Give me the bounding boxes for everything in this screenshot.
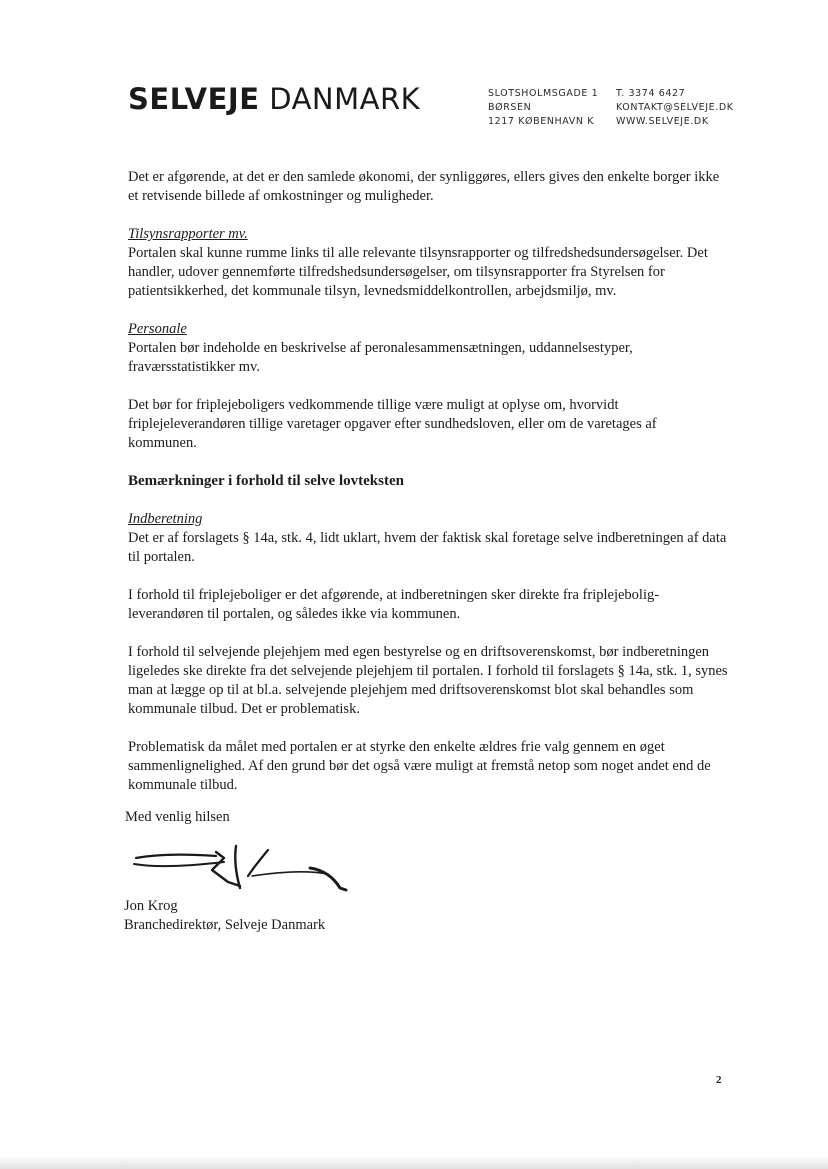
subheading-tilsyn: Tilsynsrapporter mv.	[128, 226, 248, 242]
paragraph-personale: Portalen bør indeholde en beskrivelse af peronalesammensætningen, uddannelsestyper, fraværsstatistikker mv.	[128, 340, 633, 375]
signer-name: Jon Krog	[124, 898, 178, 914]
paragraph-fripleje-indberetning: I forhold til friplejeboliger er det afgørende, at indberetningen sker direkte fra friplejebolig-leverandøren til portalen, og således ikke via kommunen.	[128, 587, 660, 622]
paragraph-problematisk: Problematisk da målet med portalen er at styrke den enkelte ældres frie valg gennem en øget sammenlignelighed. Af den grund bør det også være muligt at fremstå netop som noget andet end de kommunale tilbud.	[128, 739, 711, 793]
contact-web: WWW.SELVEJE.DK	[616, 116, 709, 127]
section-personale	[128, 320, 728, 377]
contact-block	[616, 87, 734, 129]
logo-light-text: DANMARK	[269, 82, 421, 116]
section-tilsyn	[128, 225, 728, 301]
paragraph-tilsyn: Portalen skal kunne rumme links til alle relevante tilsynsrapporter og tilfredshedsundersøgelser. Det handler, udover gennemførte tilfredshedsundersøgelser, om tilsynsrapporter fra Styrelsen for patientsikkerhed, det kommunale tilsyn, levnedsmiddelkontrollen, arbejdsmiljø, mv.	[128, 245, 708, 299]
section-heading-lovtekst: Bemærkninger i forhold til selve lovteksten	[128, 473, 404, 489]
address-line: 1217 KØBENHAVN K	[488, 116, 595, 127]
section-indberetning	[128, 510, 728, 567]
paragraph-economy: Det er afgørende, at det er den samlede økonomi, der synliggøres, ellers gives den enkelte borger ikke et retvisende billede af omkostninger og muligheder.	[128, 169, 720, 204]
company-logo	[128, 82, 420, 116]
address-line: BØRSEN	[488, 102, 532, 113]
subheading-personale: Personale	[128, 321, 187, 337]
scan-shadow	[0, 1155, 828, 1169]
paragraph-selvejende: I forhold til selvejende plejehjem med egen bestyrelse og en driftsoverenskomst, bør indberetningen ligeledes ske direkte fra det selvejende plejehjem til portalen. I forhold til forslagets § 14a, stk. 1, synes man at lægge op til at bl.a. selvejende plejehjem med driftsoverenskomst blot skal behandles som kommunale tilbud. Det er problematisk.	[128, 644, 728, 717]
closing-salutation: Med venlig hilsen	[125, 809, 230, 825]
signature-image	[128, 840, 358, 896]
letter-body	[128, 168, 728, 814]
contact-email: KONTAKT@SELVEJE.DK	[616, 102, 734, 113]
signer-block	[124, 897, 325, 935]
signer-title: Branchedirektør, Selveje Danmark	[124, 917, 326, 933]
page-number: 2	[716, 1074, 722, 1086]
address-block	[488, 87, 598, 129]
address-line: SLOTSHOLMSGADE 1	[488, 88, 599, 99]
paragraph-indberetning: Det er af forslagets § 14a, stk. 4, lidt uklart, hvem der faktisk skal foretage selve indberetningen af data til portalen.	[128, 530, 727, 565]
contact-phone: T. 3374 6427	[616, 88, 686, 99]
subheading-indberetning: Indberetning	[128, 511, 203, 527]
paragraph-friplejebolig: Det bør for friplejeboligers vedkommende tillige være muligt at oplyse om, hvorvidt friplejeleverandøren tillige varetager opgaver efter sundhedsloven, eller om de varetages af kommunen.	[128, 397, 657, 451]
logo-bold-text: SELVEJE	[128, 82, 260, 116]
